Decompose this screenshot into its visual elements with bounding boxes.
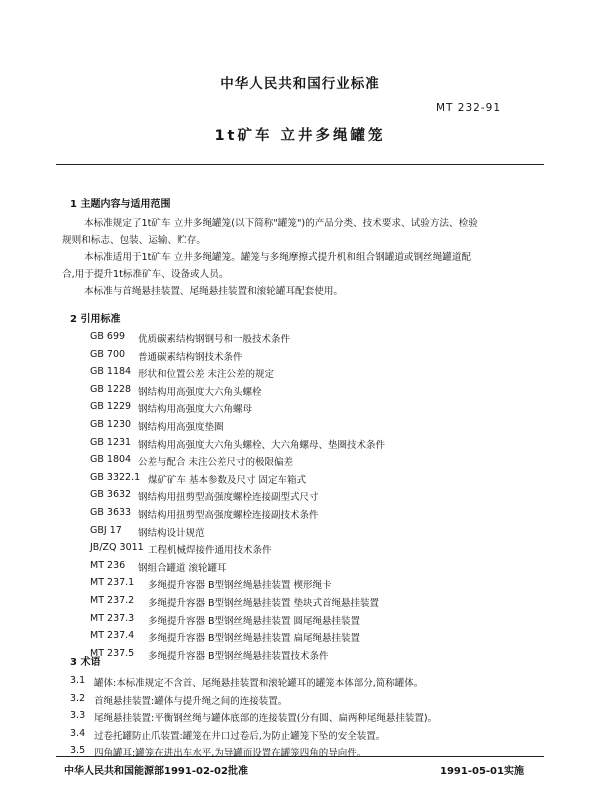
term-number: 3.3 [70,710,86,721]
term-definition: 首绳悬挂装置:罐体与提升绳之间的连接装置。 [94,696,288,707]
footer-divider [56,756,544,757]
section3-heading: 3 术语 [70,657,101,668]
term-definition: 过卷托罐防止爪装置:罐笼在井口过卷后,为防止罐笼下坠的安全装置。 [94,731,386,742]
term-number: 3.1 [70,675,86,686]
reference-title: 煤矿矿车 基本参数及尺寸 固定车箱式 [148,475,307,486]
reference-title: 形状和位置公差 未注公差的规定 [138,369,275,380]
title-divider [56,164,544,165]
term-number: 3.5 [70,745,86,756]
reference-title: 优质碳素结构钢钢号和一般技术条件 [138,334,291,345]
standard-code: MT 232-91 [436,102,502,114]
reference-code: MT 237.1 [90,577,135,588]
reference-code: GB 1184 [90,366,132,377]
reference-title: 钢结构用扭剪型高强度螺栓连接副型式尺寸 [138,492,319,503]
reference-title: 多绳提升容器 B型钢丝绳悬挂装置 楔形绳卡 [148,580,332,591]
reference-code: GB 1229 [90,401,132,412]
reference-code: MT 237.4 [90,630,135,641]
reference-code: GB 1804 [90,454,132,465]
section1-paragraph-line: 本标准与首绳悬挂装置、尾绳悬挂装置和滚轮罐耳配套使用。 [84,286,344,297]
reference-title: 钢组合罐道 滚轮罐耳 [138,563,227,574]
reference-code: GB 3322.1 [90,472,141,483]
reference-title: 工程机械焊接件通用技术条件 [148,545,272,556]
reference-title: 钢结构设计规范 [138,528,205,539]
reference-title: 钢结构用扭剪型高强度螺栓连接副技术条件 [138,510,319,521]
term-definition: 罐体:本标准规定不含首、尾绳悬挂装置和滚轮罐耳的罐笼本体部分,简称罐体。 [94,678,424,689]
reference-code: GB 699 [90,331,126,342]
reference-title: 多绳提升容器 B型钢丝绳悬挂装置 扁尾绳悬挂装置 [148,633,361,644]
section2-heading: 2 引用标准 [70,314,121,325]
section1-paragraph-line: 规则和标志、包装、运输、贮存。 [62,235,206,246]
section1-heading: 1 主题内容与适用范围 [70,199,171,210]
section1-paragraph-line: 合,用于提升1t标准矿车、设备或人员。 [62,269,229,280]
reference-code: GB 3632 [90,489,132,500]
reference-title: 公差与配合 未注公差尺寸的极限偏差 [138,457,294,468]
reference-title: 钢结构用高强度垫圈 [138,422,224,433]
implementation-date: 1991-05-01实施 [440,766,524,777]
reference-code: GBJ 17 [90,525,122,536]
reference-code: JB/ZQ 3011 [90,542,144,553]
reference-title: 钢结构用高强度大六角头螺栓、大六角螺母、垫圈技术条件 [138,440,386,451]
reference-code: MT 237.3 [90,613,135,624]
reference-title: 钢结构用高强度大六角头螺栓 [138,387,262,398]
reference-code: GB 3633 [90,507,132,518]
section1-paragraph-line: 本标准适用于1t矿车 立井多绳罐笼。罐笼与多绳摩擦式提升机和组合钢罐道或钢丝绳罐道配 [84,252,472,263]
reference-code: GB 1231 [90,437,132,448]
term-definition: 四角罐耳:罐笼在进出车水平,为导罐而设置在罐笼四角的导向件。 [94,748,367,759]
reference-code: GB 1230 [90,419,132,430]
reference-title: 多绳提升容器 B型钢丝绳悬挂装置技术条件 [148,651,329,662]
term-number: 3.2 [70,693,86,704]
reference-code: GB 700 [90,349,126,360]
reference-title: 普通碳素结构钢技术条件 [138,352,243,363]
document-title: 1t矿车 立井多绳罐笼 [214,128,386,144]
reference-title: 多绳提升容器 B型钢丝绳悬挂装置 垫块式首绳悬挂装置 [148,598,380,609]
term-definition: 尾绳悬挂装置:平衡钢丝绳与罐体底部的连接装置(分有圆、扁两种尾绳悬挂装置)。 [94,713,438,724]
org-title: 中华人民共和国行业标准 [220,76,380,92]
term-number: 3.4 [70,728,86,739]
approval-text: 中华人民共和国能源部1991-02-02批准 [64,766,248,777]
reference-code: GB 1228 [90,384,132,395]
reference-title: 多绳提升容器 B型钢丝绳悬挂装置 圆尾绳悬挂装置 [148,616,361,627]
section1-paragraph-line: 本标准规定了1t矿车 立井多绳罐笼(以下简称"罐笼")的产品分类、技术要求、试验方法、检验 [84,218,478,229]
reference-title: 钢结构用高强度大六角螺母 [138,404,253,415]
reference-code: MT 236 [90,560,126,571]
reference-code: MT 237.2 [90,595,135,606]
reference-code: MT 237.5 [90,648,135,659]
